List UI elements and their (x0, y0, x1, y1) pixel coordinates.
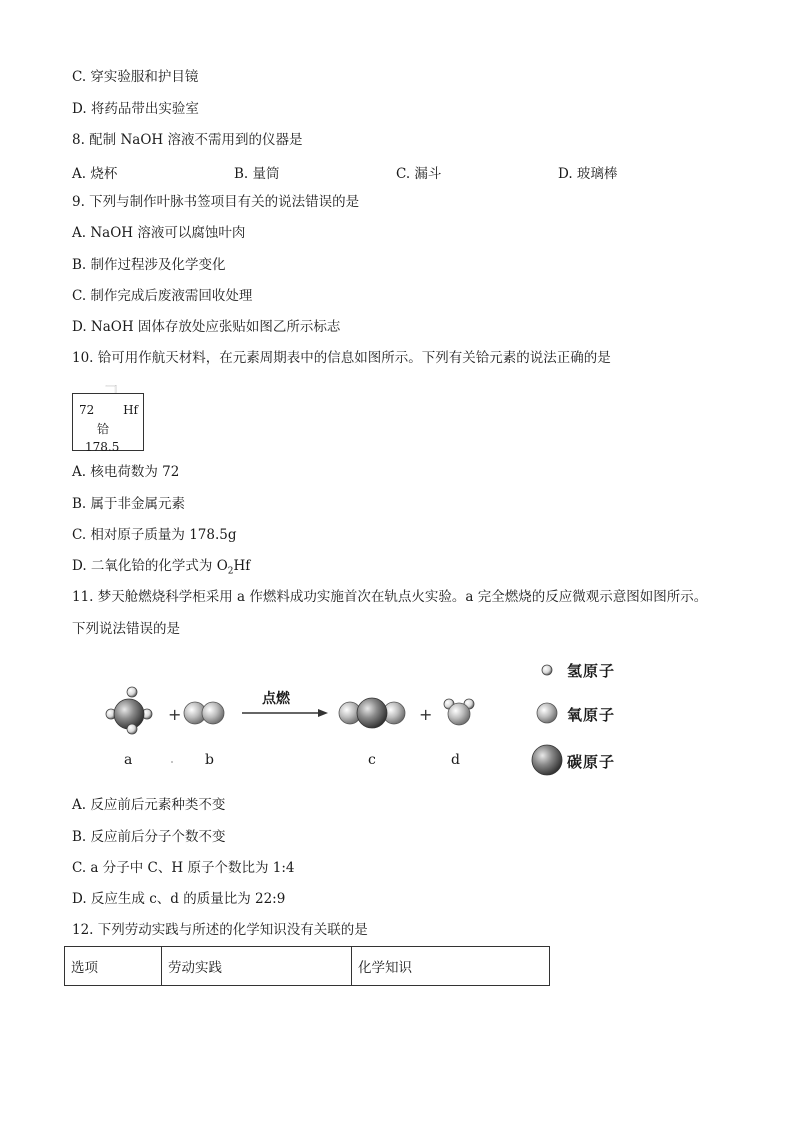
element-name: 铪 (97, 422, 110, 436)
q10-option-a: A. 核电荷数为 72 (72, 464, 180, 480)
q9-option-b: B. 制作过程涉及化学变化 (72, 257, 226, 273)
q11-option-b: B. 反应前后分子个数不变 (72, 829, 226, 845)
plus-sign-1: + (168, 705, 182, 724)
q12-table (64, 946, 550, 986)
arrow-label-ignite: 点燃 (262, 691, 290, 707)
q10-option-d (72, 557, 250, 581)
q10d-text: D. 二氧化铪的化学式为 O (72, 558, 228, 574)
label-a: a (124, 752, 133, 768)
q9-option-a: A. NaOH 溶液可以腐蚀叶肉 (72, 225, 246, 241)
q10-option-b: B. 属于非金属元素 (72, 496, 186, 512)
molecule-a (106, 687, 152, 734)
option-d-q7: D. 将药品带出实验室 (72, 101, 199, 117)
header-labor-practice: 劳动实践 (162, 947, 352, 986)
plus-sign-2: + (419, 705, 433, 724)
table-header-row (65, 947, 550, 986)
header-option: 选项 (65, 947, 162, 986)
question-11: 11. 梦天舱燃烧科学柜采用 a 作燃料成功实施首次在轨点火实验。a 完全燃烧的反应微观示意图如图所示。 (72, 589, 708, 605)
legend-carbon-label: 碳原子 (567, 753, 616, 771)
option-c-q7: C. 穿实验服和护目镜 (72, 69, 199, 85)
question-8-options (72, 162, 672, 180)
legend-carbon-icon (532, 745, 562, 775)
legend-hydrogen-label: 氢原子 (567, 662, 616, 680)
label-c: c (368, 752, 376, 768)
legend-oxygen-icon (537, 703, 557, 723)
question-11-cont: 下列说法错误的是 (72, 621, 180, 637)
legend-hydrogen-icon (542, 665, 552, 675)
molecule-c (339, 698, 405, 728)
q8-option-a: A. 烧杯 (72, 166, 118, 182)
reaction-diagram (96, 652, 656, 780)
q10d-text-end: Hf (233, 558, 251, 574)
label-d: d (451, 752, 460, 768)
label-b: b (205, 752, 214, 768)
element-cell-face (72, 393, 144, 454)
q11-option-c: C. a 分子中 C、H 原子个数比为 1:4 (72, 860, 295, 876)
q10-option-c: C. 相对原子质量为 178.5g (72, 527, 237, 543)
molecule-d (444, 699, 474, 725)
q8-option-d: D. 玻璃棒 (558, 166, 618, 182)
molecule-b (184, 702, 224, 724)
q9-option-d: D. NaOH 固体存放处应张贴如图乙所示标志 (72, 319, 341, 335)
atomic-mass: 178.5 (85, 440, 120, 454)
header-chem-knowledge: 化学知识 (352, 947, 550, 986)
q8-option-c: C. 漏斗 (396, 166, 442, 182)
legend-oxygen-label: 氧原子 (567, 706, 616, 724)
question-10: 10. 铪可用作航天材料，在元素周期表中的信息如图所示。下列有关铪元素的说法正确的是 (72, 350, 611, 366)
q8-option-b: B. 量筒 (234, 166, 280, 182)
atomic-number: 72 (79, 403, 95, 417)
question-9: 9. 下列与制作叶脉书签项目有关的说法错误的是 (72, 194, 360, 210)
question-12: 12. 下列劳动实践与所述的化学知识没有关联的是 (72, 922, 368, 938)
element-symbol: Hf (123, 403, 138, 417)
q11-option-d: D. 反应生成 c、d 的质量比为 22:9 (72, 891, 286, 907)
question-8: 8. 配制 NaOH 溶液不需用到的仪器是 (72, 132, 303, 148)
element-cell-hafnium (72, 385, 152, 454)
q10d-subscript: 2 (227, 566, 234, 577)
stray-dot (171, 761, 173, 763)
q9-option-c: C. 制作完成后废液需回收处理 (72, 288, 253, 304)
reaction-arrow (242, 709, 328, 717)
q11-option-a: A. 反应前后元素种类不变 (72, 797, 226, 813)
